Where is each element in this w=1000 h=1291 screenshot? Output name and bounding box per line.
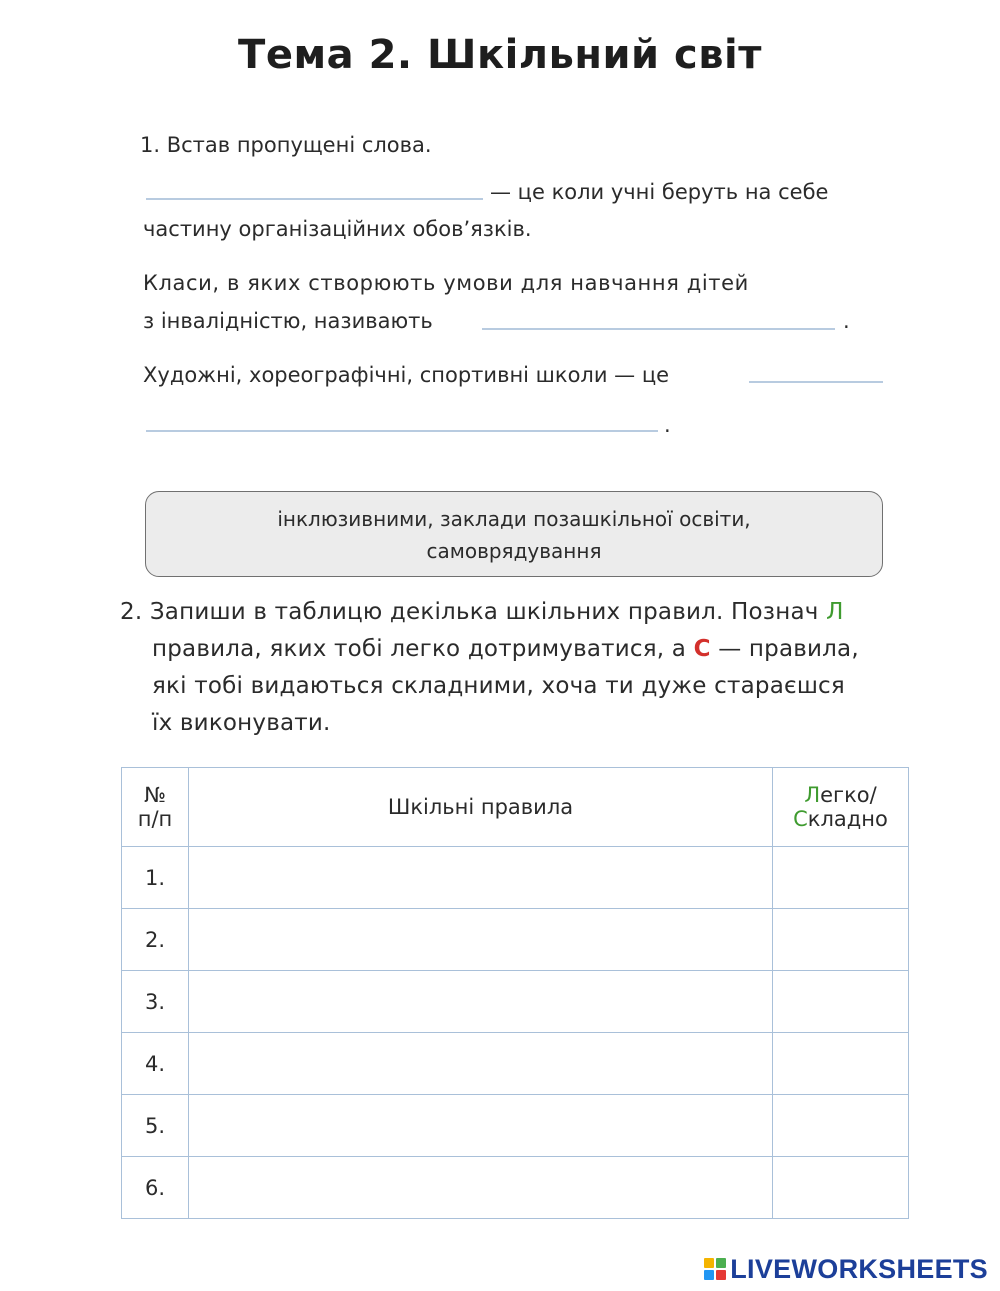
liveworksheets-blocks-icon — [704, 1258, 726, 1280]
rule-input-5[interactable] — [189, 1095, 772, 1156]
sentence3-line1: Художні, хореографічні, спортивні школи — це — [143, 363, 670, 387]
table-row — [122, 971, 909, 1033]
difficulty-input-3[interactable] — [773, 971, 908, 1032]
answer-input-2[interactable] — [482, 302, 843, 328]
liveworksheets-logo — [704, 1254, 988, 1284]
task2-line1-text: 2. Запиши в таблицю декілька шкільних правил. Познач — [120, 599, 827, 625]
sentence1-tail: — це коли учні беруть на себе — [490, 180, 829, 204]
header-rules: Шкільні правила — [189, 768, 773, 847]
difficulty-cell[interactable] — [773, 909, 909, 971]
row-number: 3. — [122, 971, 189, 1033]
task2-line2 — [152, 631, 859, 668]
answer-input-3b[interactable] — [146, 404, 666, 430]
word-bank-line2: самоврядування — [426, 539, 602, 563]
header-hard-rest: кладно — [807, 807, 888, 831]
rules-table — [121, 767, 909, 1219]
blank-line-3a — [749, 381, 883, 383]
header-difficulty — [773, 768, 909, 847]
rule-cell[interactable] — [189, 1033, 773, 1095]
sentence2-end: . — [843, 309, 850, 333]
logo-text: LIVEWORKSHEETS — [730, 1253, 988, 1284]
rule-input-6[interactable] — [189, 1157, 772, 1218]
difficulty-input-1[interactable] — [773, 847, 908, 908]
word-bank — [145, 491, 883, 577]
rule-cell[interactable] — [189, 909, 773, 971]
sentence2-line2: з інвалідністю, називають — [143, 309, 433, 333]
difficulty-input-2[interactable] — [773, 909, 908, 970]
row-number: 1. — [122, 847, 189, 909]
blank-line-1 — [146, 198, 483, 200]
table-row — [122, 1033, 909, 1095]
table-row — [122, 1095, 909, 1157]
sentence3-end: . — [664, 413, 671, 437]
header-hard-letter: С — [793, 807, 808, 831]
task2-line3: які тобі видаються складними, хоча ти дуже стараєшся — [152, 673, 845, 699]
difficulty-cell[interactable] — [773, 971, 909, 1033]
task2-line1 — [120, 594, 844, 631]
sentence1-line2: частину організаційних обовʼязків. — [143, 217, 532, 241]
header-number-line2: п/п — [137, 807, 173, 831]
blank-line-2 — [482, 328, 835, 330]
table-row — [122, 1157, 909, 1219]
rule-input-2[interactable] — [189, 909, 772, 970]
row-number: 4. — [122, 1033, 189, 1095]
rule-input-1[interactable] — [189, 847, 772, 908]
difficulty-cell[interactable] — [773, 847, 909, 909]
easy-letter: Л — [826, 599, 844, 625]
difficulty-cell[interactable] — [773, 1157, 909, 1219]
page-title: Тема 2. Шкільний світ — [238, 32, 762, 78]
difficulty-input-5[interactable] — [773, 1095, 908, 1156]
header-number-line1: № — [144, 783, 166, 807]
table-header-row — [122, 768, 909, 847]
task2-line2-text-b: — правила, — [710, 636, 859, 662]
row-number: 6. — [122, 1157, 189, 1219]
header-difficulty-line2 — [773, 807, 908, 831]
rule-input-3[interactable] — [189, 971, 772, 1032]
row-number: 5. — [122, 1095, 189, 1157]
sentence2-line1: Класи, в яких створюють умови для навчання дітей — [143, 271, 749, 295]
table-row — [122, 847, 909, 909]
header-difficulty-line1 — [773, 783, 908, 807]
header-number — [122, 768, 189, 847]
word-bank-line1: інклюзивними, заклади позашкільної освіти, — [277, 507, 751, 531]
difficulty-input-4[interactable] — [773, 1033, 908, 1094]
rule-input-4[interactable] — [189, 1033, 772, 1094]
difficulty-cell[interactable] — [773, 1095, 909, 1157]
answer-input-3a[interactable] — [749, 355, 891, 381]
rule-cell[interactable] — [189, 1095, 773, 1157]
difficulty-input-6[interactable] — [773, 1157, 908, 1218]
rule-cell[interactable] — [189, 1157, 773, 1219]
rule-cell[interactable] — [189, 847, 773, 909]
rule-cell[interactable] — [189, 971, 773, 1033]
header-easy-letter: Л — [804, 783, 821, 807]
task2-line4: їх виконувати. — [152, 710, 331, 736]
row-number: 2. — [122, 909, 189, 971]
header-easy-rest: егко/ — [820, 783, 877, 807]
answer-input-1[interactable] — [146, 172, 491, 198]
hard-letter: С — [693, 636, 711, 662]
task1-heading: 1. Встав пропущені слова. — [140, 133, 432, 157]
blank-line-3b — [146, 430, 658, 432]
task2-line2-text-a: правила, яких тобі легко дотримуватися, а — [152, 636, 694, 662]
difficulty-cell[interactable] — [773, 1033, 909, 1095]
table-row — [122, 909, 909, 971]
